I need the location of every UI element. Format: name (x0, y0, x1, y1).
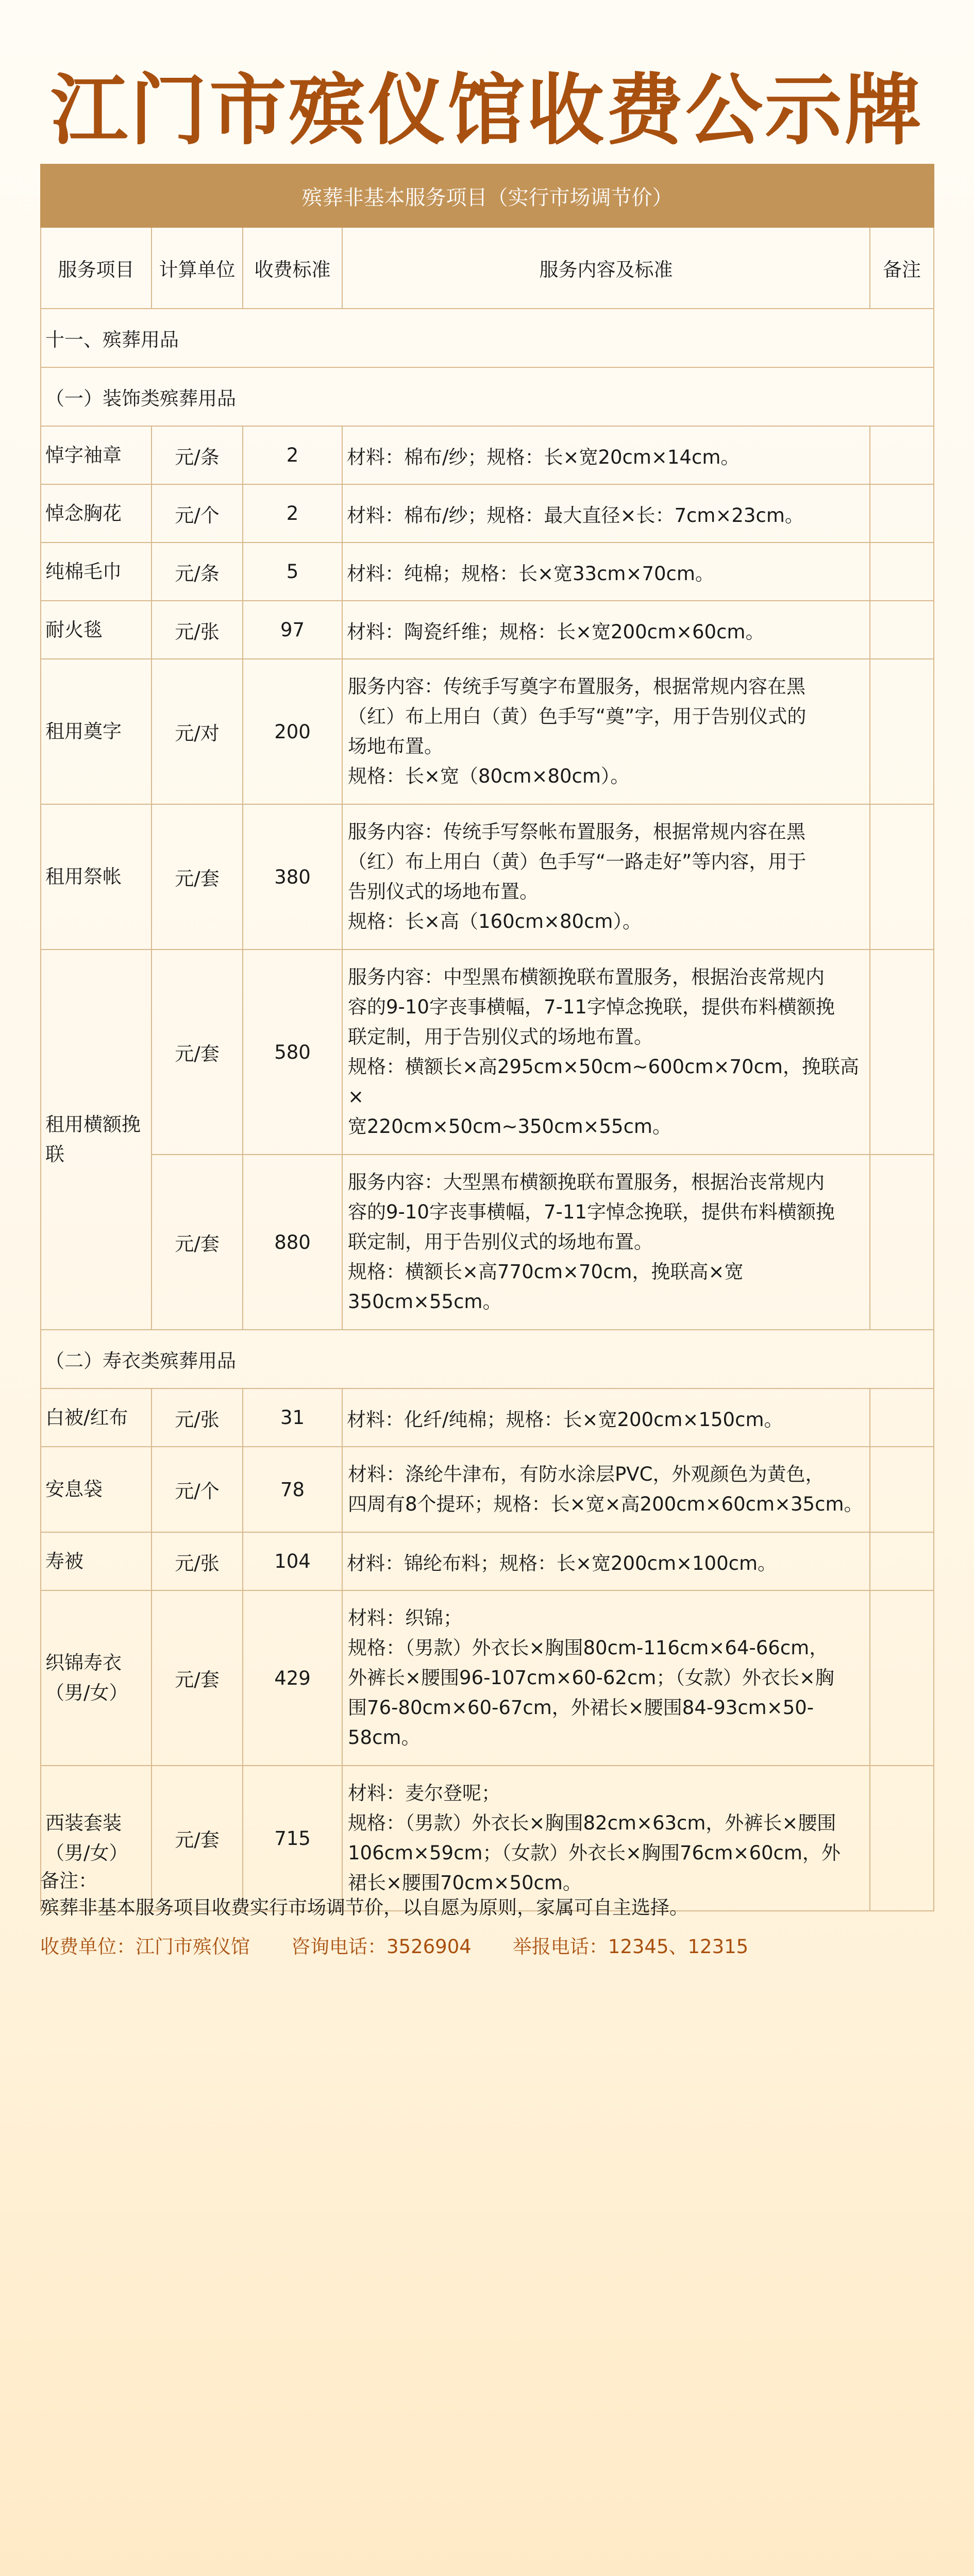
item-price: 104 (243, 1532, 342, 1590)
desc-line: 外裤长×腰围96-107cm×60-62cm；（女款）外衣长×胸 (348, 1667, 834, 1689)
desc-line: 材料：化纤/纯棉；规格：长×宽200cm×150cm。 (347, 1408, 783, 1431)
fee-table-wrap (40, 164, 933, 1911)
contact-info (40, 1934, 933, 1960)
item-name: 租用奠字 (41, 659, 152, 804)
table-row (41, 659, 934, 804)
item-name: 西装套装（男/女） (41, 1766, 152, 1911)
desc-line: 四周有8个提环；规格：长×宽×高200cm×60cm×35cm。 (348, 1493, 863, 1515)
desc-line: （红）布上用白（黄）色手写“奠”字，用于告别仪式的 (348, 705, 807, 727)
table-row (41, 601, 934, 659)
item-name: 白被/红布 (41, 1388, 152, 1447)
table-row (41, 484, 934, 543)
notes-text: 殡葬非基本服务项目收费实行市场调节价，以自愿为原则，家属可自主选择。 (40, 1896, 688, 1919)
table-row (41, 950, 934, 1155)
desc-line: 裙长×腰围70cm×50cm。 (348, 1872, 582, 1894)
contact-report: 举报电话：12345、12315 (512, 1936, 749, 1958)
item-desc (342, 484, 870, 543)
table-row (41, 1388, 934, 1447)
item-unit: 元/条 (152, 426, 243, 484)
item-remark (870, 1388, 934, 1447)
desc-line: 材料：织锦； (348, 1607, 462, 1629)
item-price: 200 (243, 659, 342, 804)
header-item: 服务项目 (41, 227, 152, 309)
decoration-rows (41, 426, 934, 950)
subsection-row-1 (41, 367, 934, 426)
desc-line: 容的9-10字丧事横幅，7-11字悼念挽联，提供布料横额挽 (348, 996, 835, 1018)
desc-line: 场地布置。 (348, 735, 443, 757)
item-price: 2 (243, 426, 342, 484)
item-name: 安息袋 (41, 1447, 152, 1532)
desc-line: 规格：长×宽（80cm×80cm）。 (348, 765, 630, 787)
item-desc (342, 601, 870, 659)
desc-line: 材料：棉布/纱；规格：最大直径×长：7cm×23cm。 (347, 504, 804, 527)
item-desc (342, 804, 870, 950)
table-banner-row (41, 164, 934, 227)
notes (40, 1868, 933, 1921)
item-desc (342, 950, 870, 1155)
table-banner: 殡葬非基本服务项目（实行市场调节价） (41, 164, 934, 227)
item-remark (870, 804, 934, 950)
desc-line: 服务内容：大型黑布横额挽联布置服务，根据治丧常规内 (348, 1171, 825, 1193)
item-price: 31 (243, 1388, 342, 1447)
item-name: 纯棉毛巾 (41, 543, 152, 601)
item-name: 织锦寿衣（男/女） (41, 1590, 152, 1766)
subsection-row-2 (41, 1330, 934, 1388)
desc-line: 材料：纯棉；规格：长×宽33cm×70cm。 (347, 562, 714, 585)
desc-line: 联定制，用于告别仪式的场地布置。 (348, 1026, 653, 1048)
item-unit: 元/套 (152, 950, 243, 1155)
item-price: 97 (243, 601, 342, 659)
item-price: 715 (243, 1766, 342, 1911)
desc-line: 58cm。 (348, 1726, 421, 1749)
item-unit: 元/对 (152, 659, 243, 804)
item-unit: 元/套 (152, 1766, 243, 1911)
clothing-rows (41, 1388, 934, 1911)
table-row (41, 1155, 934, 1330)
item-price: 78 (243, 1447, 342, 1532)
item-price: 5 (243, 543, 342, 601)
header-price: 收费标准 (243, 227, 342, 309)
header-unit: 计算单位 (152, 227, 243, 309)
item-remark (870, 543, 934, 601)
table-row (41, 1590, 934, 1766)
item-name: 悼念胸花 (41, 484, 152, 543)
desc-line: （红）布上用白（黄）色手写“一路走好”等内容，用于 (348, 851, 807, 873)
desc-line: 服务内容：传统手写奠字布置服务，根据常规内容在黑 (348, 675, 805, 698)
item-unit: 元/个 (152, 1447, 243, 1532)
item-unit: 元/张 (152, 1388, 243, 1447)
item-desc (342, 659, 870, 804)
item-unit: 元/张 (152, 1532, 243, 1590)
desc-line: 材料：麦尔登呢； (348, 1782, 500, 1804)
item-desc (342, 1532, 870, 1590)
item-remark (870, 426, 934, 484)
item-desc (342, 1447, 870, 1532)
table-row (41, 543, 934, 601)
desc-line: 规格：横额长×高770cm×70cm，挽联高×宽 (348, 1261, 744, 1283)
table-row (41, 426, 934, 484)
section-row (41, 309, 934, 367)
item-price: 380 (243, 804, 342, 950)
header-content: 服务内容及标准 (342, 227, 870, 309)
desc-line: 材料：棉布/纱；规格：长×宽20cm×14cm。 (347, 446, 740, 468)
desc-line: 材料：涤纶牛津布，有防水涂层PVC，外观颜色为黄色， (348, 1463, 825, 1485)
item-name: 租用祭帐 (41, 804, 152, 950)
page-title: 江门市殡仪馆收费公示牌 (50, 66, 923, 156)
table-row (41, 1532, 934, 1590)
item-remark (870, 1447, 934, 1532)
item-name: 悼字袖章 (41, 426, 152, 484)
item-remark (870, 950, 934, 1155)
item-remark (870, 601, 934, 659)
header-remark: 备注 (870, 227, 934, 309)
item-desc (342, 1155, 870, 1330)
desc-line: 350cm×55cm。 (348, 1291, 502, 1313)
desc-line: 服务内容：中型黑布横额挽联布置服务，根据治丧常规内 (348, 966, 825, 988)
desc-line: 规格：长×高（160cm×80cm）。 (348, 910, 642, 933)
item-unit: 元/条 (152, 543, 243, 601)
desc-line: 规格：（男款）外衣长×胸围82cm×63cm，外裤长×腰围 (348, 1812, 836, 1834)
desc-line: 围76-80cm×60-67cm，外裙长×腰围84-93cm×50- (348, 1697, 814, 1719)
desc-line: 材料：锦纶布料；规格：长×宽200cm×100cm。 (347, 1552, 777, 1574)
section-title: 十一、殡葬用品 (41, 309, 934, 367)
desc-line: 宽220cm×50cm~350cm×55cm。 (348, 1115, 671, 1138)
desc-line: 106cm×59cm；（女款）外衣长×胸围76cm×60cm，外 (348, 1842, 841, 1864)
item-desc (342, 543, 870, 601)
item-remark (870, 1532, 934, 1590)
item-remark (870, 484, 934, 543)
fee-table (40, 164, 934, 1911)
item-price: 580 (243, 950, 342, 1155)
table-row (41, 804, 934, 950)
item-name: 租用横额挽联 (41, 950, 152, 1330)
item-remark (870, 1590, 934, 1766)
desc-line: 材料：陶瓷纤维；规格：长×宽200cm×60cm。 (347, 620, 765, 643)
desc-line: 规格：（男款）外衣长×胸围80cm-116cm×64-66cm， (348, 1637, 829, 1659)
item-desc (342, 1388, 870, 1447)
item-unit: 元/套 (152, 1590, 243, 1766)
desc-line: 容的9-10字丧事横幅，7-11字悼念挽联，提供布料横额挽 (348, 1201, 835, 1223)
subsection-title-2: （二）寿衣类殡葬用品 (41, 1330, 934, 1388)
item-unit: 元/个 (152, 484, 243, 543)
item-price: 429 (243, 1590, 342, 1766)
item-name: 寿被 (41, 1532, 152, 1590)
item-unit: 元/张 (152, 601, 243, 659)
contact-consult: 咨询电话：3526904 (291, 1936, 472, 1958)
desc-line: 告别仪式的场地布置。 (348, 880, 539, 903)
desc-line: 规格：横额长×高295cm×50cm~600cm×70cm，挽联高× (348, 1056, 859, 1108)
item-name: 耐火毯 (41, 601, 152, 659)
item-price: 2 (243, 484, 342, 543)
item-remark (870, 1155, 934, 1330)
desc-line: 联定制，用于告别仪式的场地布置。 (348, 1231, 653, 1253)
notes-label: 备注： (40, 1870, 97, 1892)
item-unit: 元/套 (152, 804, 243, 950)
item-desc (342, 426, 870, 484)
desc-line: 服务内容：传统手写祭帐布置服务，根据常规内容在黑 (348, 821, 805, 843)
subsection-title-1: （一）装饰类殡葬用品 (41, 367, 934, 426)
item-remark (870, 659, 934, 804)
item-unit: 元/套 (152, 1155, 243, 1330)
table-header-row (41, 227, 934, 309)
contact-unit: 收费单位：江门市殡仪馆 (40, 1936, 250, 1958)
table-row (41, 1447, 934, 1532)
item-desc (342, 1590, 870, 1766)
item-price: 880 (243, 1155, 342, 1330)
